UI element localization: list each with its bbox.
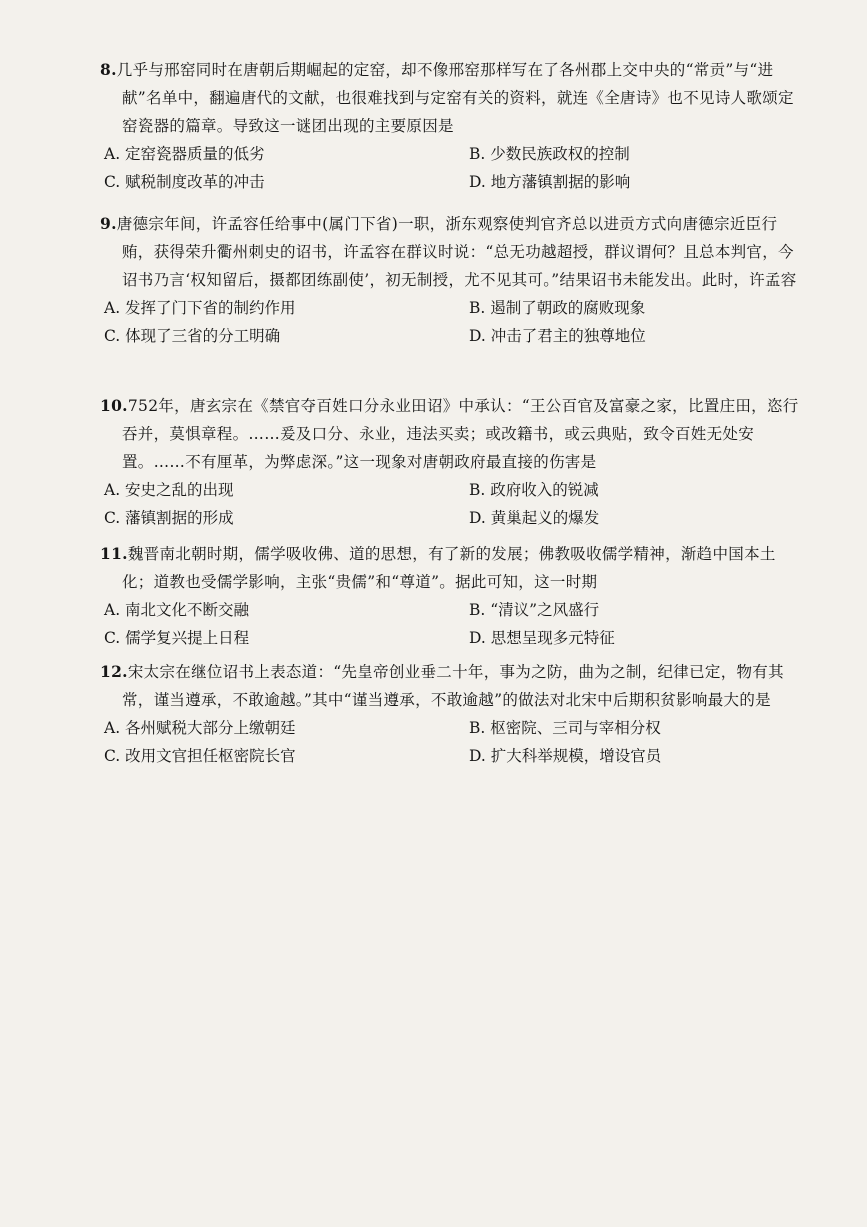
option-d[interactable]: D. 黄巢起义的爆发 xyxy=(469,509,600,527)
option-c[interactable]: C. 体现了三省的分工明确 xyxy=(104,327,281,345)
options xyxy=(100,714,800,770)
option-d[interactable]: D. 思想呈现多元特征 xyxy=(469,629,615,647)
question-stem: 魏晋南北朝时期，儒学吸收佛、道的思想，有了新的发展；佛教吸收儒学精神，渐趋中国本土化；道教也受儒学影响，主张“贵儒”和“尊道”。据此可知，这一时期 xyxy=(122,545,776,591)
option-d[interactable]: D. 地方藩镇割据的影响 xyxy=(469,173,631,191)
option-b[interactable]: B. 枢密院、三司与宰相分权 xyxy=(469,719,661,737)
question-stem: 唐德宗年间，许孟容任给事中(属门下省)一职，浙东观察使判官齐总以进贡方式向唐德宗近臣行贿，获得荣升衢州刺史的诏书，许孟容在群议时说：“总无功越超授，群议谓何？且总本判官，今诏书乃言‘权知留后，摄都团练副使’，初无制授，尤不见其可。”结果诏书未能发出。此时，许孟容 xyxy=(116,215,797,289)
option-d[interactable]: D. 冲击了君主的独尊地位 xyxy=(469,327,646,345)
question-stem: 宋太宗在继位诏书上表态道：“先皇帝创业垂二十年，事为之防，曲为之制，纪律已定，物有其常，谨当遵承，不敢逾越。”其中“谨当遵承，不敢逾越”的做法对北宋中后期积贫影响最大的是 xyxy=(122,663,784,709)
question-12-options xyxy=(100,714,800,770)
question-stem: 752年，唐玄宗在《禁官夺百姓口分永业田诏》中承认：“王公百官及富豪之家，比置庄田，恣行吞并，莫惧章程。……爰及口分、永业，违法买卖；或改籍书，或云典贴，致令百姓无处安置。……不有厘革，为弊虑深。”这一现象对唐朝政府最直接的伤害是 xyxy=(122,397,799,471)
option-c[interactable]: C. 赋税制度改革的冲击 xyxy=(104,173,265,191)
option-a[interactable]: A. 发挥了门下省的制约作用 xyxy=(104,299,296,317)
option-a[interactable]: A. 南北文化不断交融 xyxy=(104,601,250,619)
options xyxy=(100,140,800,196)
question-number: 12. xyxy=(100,662,128,681)
question-9 xyxy=(100,210,800,350)
option-c[interactable]: C. 藩镇割据的形成 xyxy=(104,509,234,527)
option-b[interactable]: B. 政府收入的锐减 xyxy=(469,481,599,499)
option-d[interactable]: D. 扩大科举规模，增设官员 xyxy=(469,747,662,765)
options xyxy=(100,596,800,652)
question-number: 11. xyxy=(100,544,128,563)
question-10 xyxy=(100,392,800,532)
question-8 xyxy=(100,56,800,196)
question-12 xyxy=(100,658,800,714)
question-number: 10. xyxy=(100,396,128,415)
question-number: 8. xyxy=(100,60,117,79)
option-c[interactable]: C. 儒学复兴提上日程 xyxy=(104,629,250,647)
question-11 xyxy=(100,540,800,652)
options xyxy=(100,294,800,350)
option-a[interactable]: A. 各州赋税大部分上缴朝廷 xyxy=(104,719,296,737)
option-a[interactable]: A. 定窑瓷器质量的低劣 xyxy=(104,145,265,163)
option-b[interactable]: B. 少数民族政权的控制 xyxy=(469,145,630,163)
option-a[interactable]: A. 安史之乱的出现 xyxy=(104,481,234,499)
question-stem: 几乎与邢窑同时在唐朝后期崛起的定窑，却不像邢窑那样写在了各州郡上交中央的“常贡”与“进献”名单中，翻遍唐代的文献，也很难找到与定窑有关的资料，就连《全唐诗》也不见诗人歌颂定窑瓷器的篇章。导致这一谜团出现的主要原因是 xyxy=(116,61,794,135)
options xyxy=(100,476,800,532)
question-number: 9. xyxy=(100,214,117,233)
option-c[interactable]: C. 改用文官担任枢密院长官 xyxy=(104,747,296,765)
option-b[interactable]: B. 遏制了朝政的腐败现象 xyxy=(469,299,646,317)
option-b[interactable]: B. “清议”之风盛行 xyxy=(469,601,600,619)
